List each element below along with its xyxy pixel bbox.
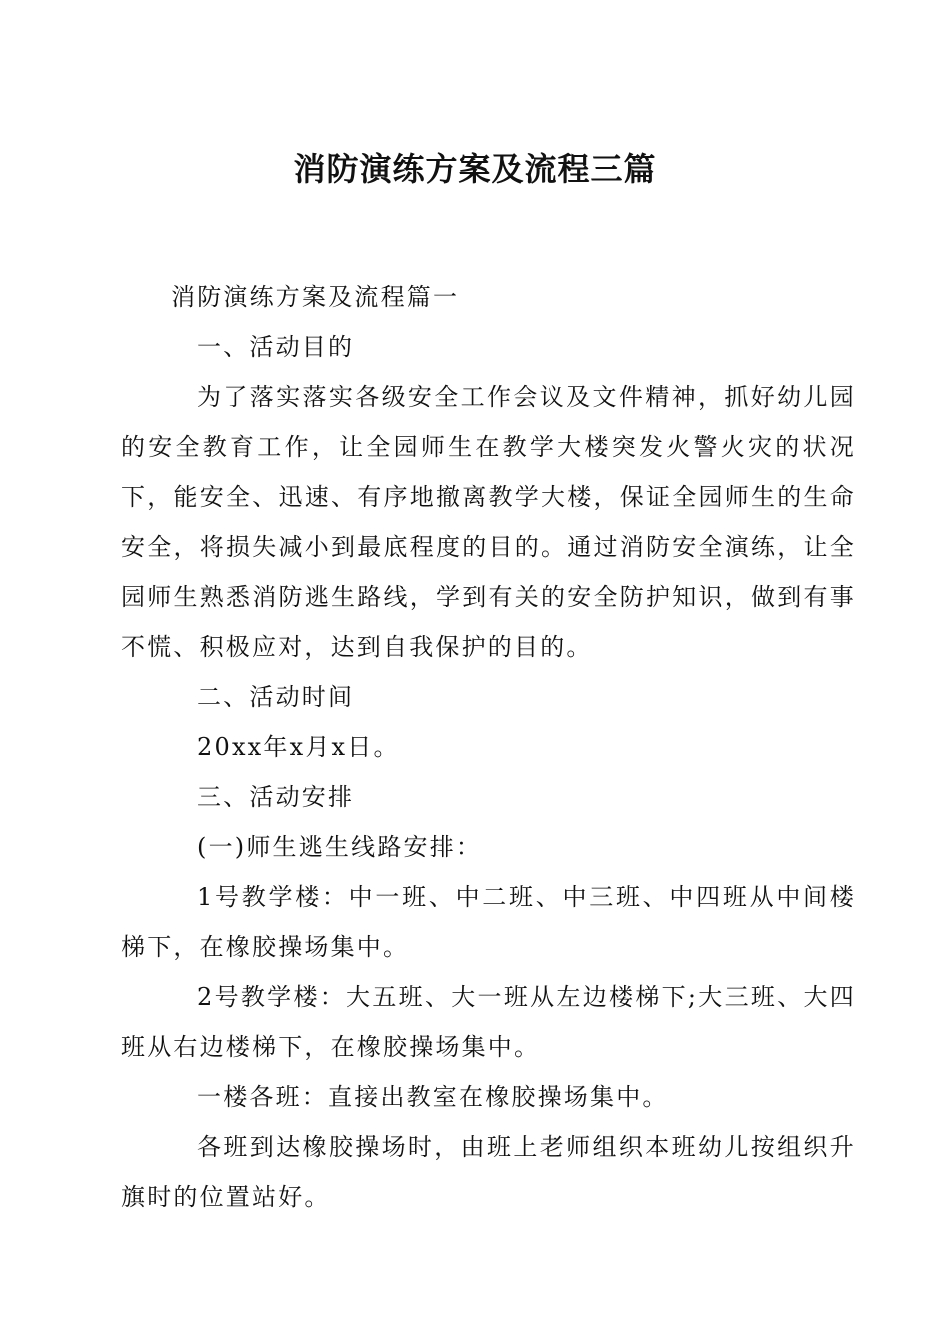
document-title: 消防演练方案及流程三篇 (293, 150, 657, 188)
paragraph-date: 20xx年x月x日。 (197, 733, 400, 761)
section-heading-time: 二、活动时间 (197, 683, 355, 711)
section-heading-purpose: 一、活动目的 (197, 333, 355, 361)
paragraph-first-floor: 一楼各班：直接出教室在橡胶操场集中。 (197, 1083, 669, 1111)
section-heading-arrangement: 三、活动安排 (197, 783, 355, 811)
paragraph-building-2: 2号教学楼：大五班、大一班从左边楼梯下;大三班、大四班从右边楼梯下，在橡胶操场集中。 (121, 983, 856, 1061)
paragraph-assembly: 各班到达橡胶操场时，由班上老师组织本班幼儿按组织升旗时的位置站好。 (121, 1133, 856, 1211)
document-body (121, 272, 856, 1222)
subsection-heading-escape-routes: (一)师生逃生线路安排： (197, 833, 483, 861)
paragraph-purpose: 为了落实落实各级安全工作会议及文件精神，抓好幼儿园的安全教育工作，让全园师生在教学大楼突发火警火灾的状况下，能安全、迅速、有序地撤离教学大楼，保证全园师生的生命安全，将损失减小到最底程度的目的。通过消防安全演练，让全园师生熟悉消防逃生路线，学到有关的安全防护知识，做到有事不慌、积极应对，达到自我保护的目的。 (121, 383, 856, 661)
section-subtitle: 消防演练方案及流程篇一 (171, 283, 460, 311)
paragraph-building-1: 1号教学楼：中一班、中二班、中三班、中四班从中间楼梯下，在橡胶操场集中。 (121, 883, 856, 961)
